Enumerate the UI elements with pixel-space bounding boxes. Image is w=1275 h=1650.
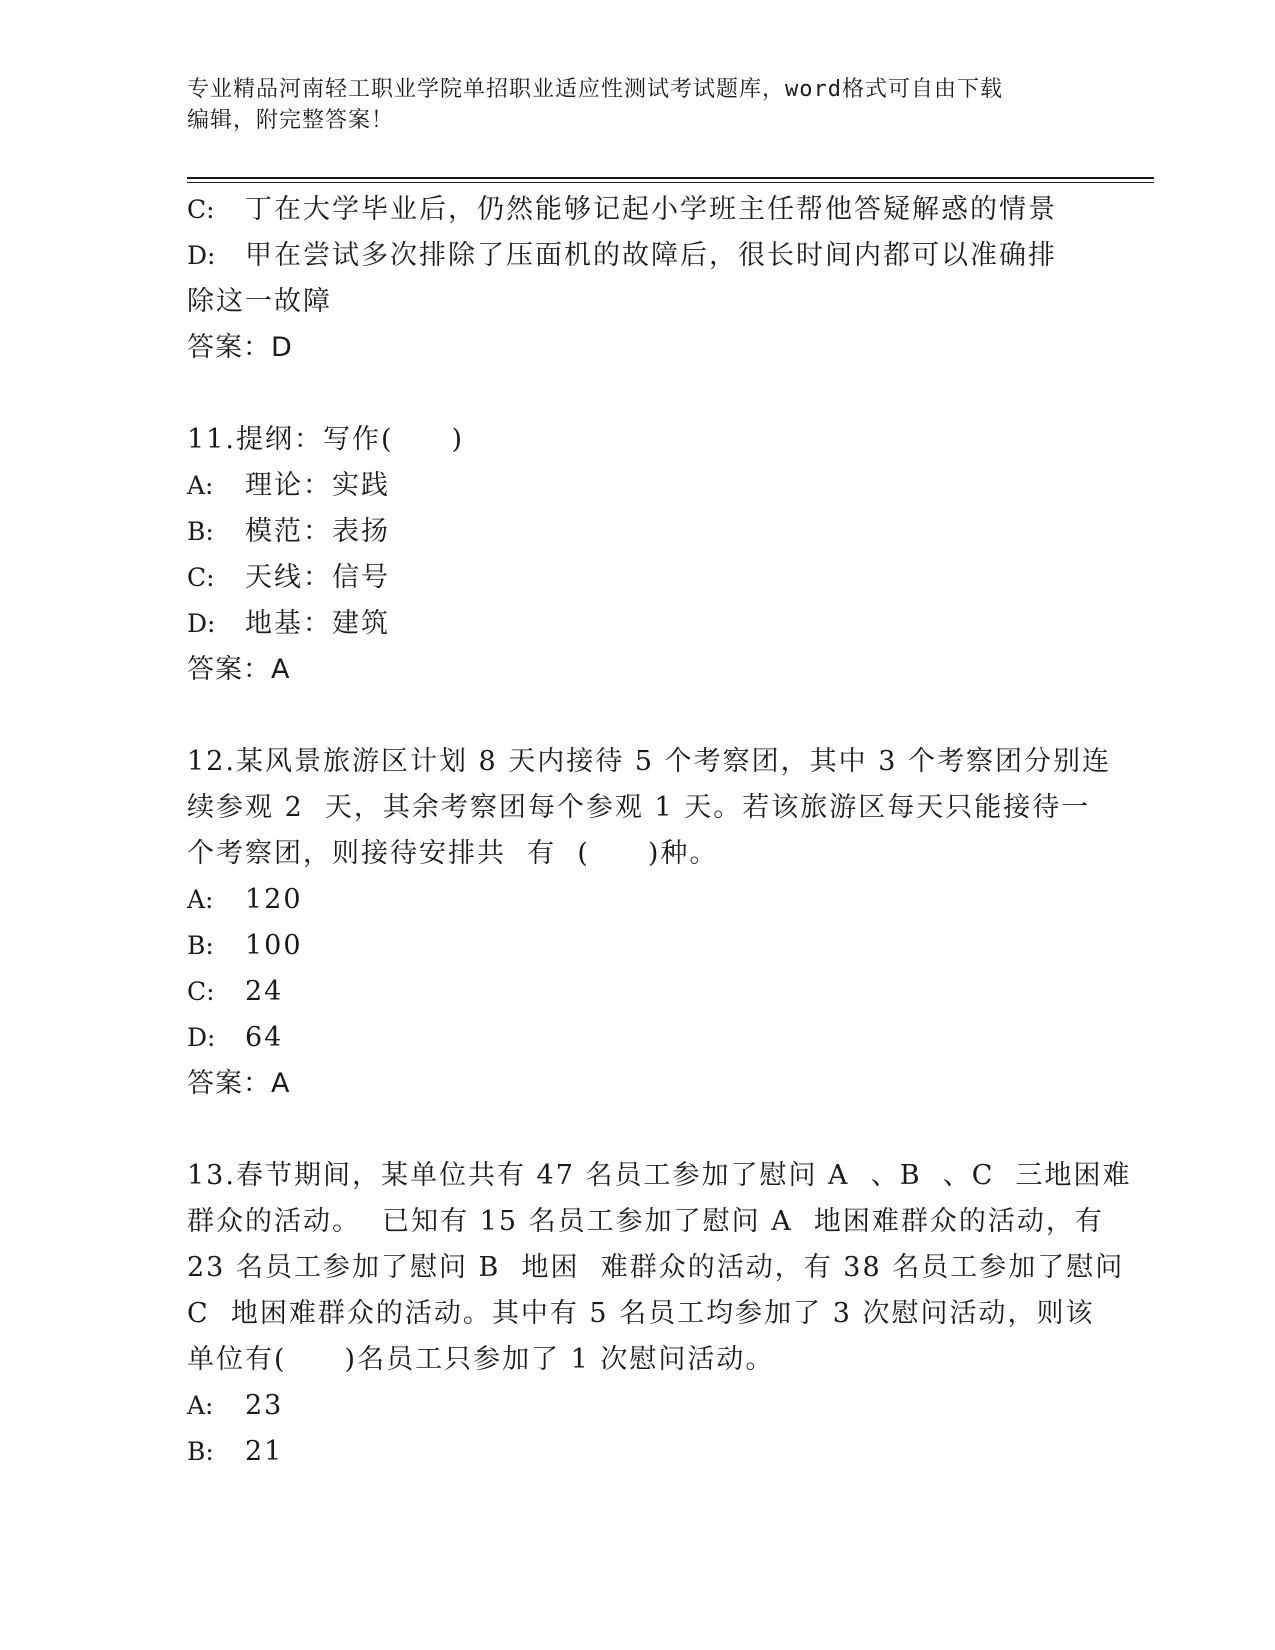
- spacer: [187, 1107, 1087, 1153]
- option-text: 120: [245, 884, 303, 915]
- option-d: [187, 233, 1087, 279]
- option-text: 64: [245, 1022, 284, 1053]
- option-text-continued: 除这一故障: [187, 286, 332, 317]
- question-stem: 23 名员工参加了慰问 B 地困 难群众的活动，有 38 名员工参加了慰问: [187, 1252, 1125, 1283]
- option-label: B:: [187, 931, 214, 960]
- option-label: B:: [187, 1437, 214, 1466]
- option-c: [187, 187, 1087, 233]
- option-b: [187, 923, 1087, 969]
- question-stem: C 地困难群众的活动。其中有 5 名员工均参加了 3 次慰问活动，则该: [187, 1298, 1095, 1329]
- option-text: 理论：实践: [245, 470, 390, 501]
- option-b: [187, 509, 1087, 555]
- option-a: [187, 463, 1087, 509]
- option-text: 模范：表扬: [245, 516, 390, 547]
- option-text: 甲在尝试多次排除了压面机的故障后，很长时间内都可以准确排: [245, 240, 1057, 271]
- option-label: D:: [187, 1023, 216, 1052]
- option-text: 地基：建筑: [245, 608, 390, 639]
- option-text: 丁在大学毕业后，仍然能够记起小学班主任帮他答疑解惑的情景: [245, 194, 1057, 225]
- option-c: [187, 555, 1087, 601]
- option-label: C:: [187, 563, 215, 592]
- option-text: 23: [245, 1390, 284, 1421]
- answer: 答案：A: [187, 654, 291, 685]
- question-stem: 个考察团，则接待安排共 有 ( )种。: [187, 838, 719, 869]
- option-label: A:: [187, 885, 214, 914]
- question-stem: 单位有( )名员工只参加了 1 次慰问活动。: [187, 1344, 775, 1375]
- option-label: A:: [187, 1391, 214, 1420]
- answer: 答案：D: [187, 332, 293, 363]
- option-a: [187, 877, 1087, 923]
- option-text: 24: [245, 976, 284, 1007]
- option-label: B:: [187, 517, 214, 546]
- option-a: [187, 1383, 1087, 1429]
- question-13: [187, 1153, 1132, 1475]
- question-stem: 12.某风景旅游区计划 8 天内接待 5 个考察团，其中 3 个考察团分别连: [187, 746, 1111, 777]
- question-stem: 群众的活动。 已知有 15 名员工参加了慰问 A 地困难群众的活动，有: [187, 1206, 1104, 1237]
- spacer: [187, 371, 1087, 417]
- document-header: [187, 74, 1087, 136]
- option-label: A:: [187, 471, 214, 500]
- option-label: D:: [187, 241, 216, 270]
- header-line: 专业精品河南轻工职业学院单招职业适应性测试考试题库，word格式可自由下载: [187, 77, 1003, 102]
- answer: 答案：A: [187, 1068, 291, 1099]
- option-text: 天线：信号: [245, 562, 390, 593]
- question-11: [187, 417, 1087, 693]
- option-d: [187, 1015, 1087, 1061]
- option-label: D:: [187, 609, 216, 638]
- option-text: 21: [245, 1436, 284, 1467]
- header-line: 编辑，附完整答案！: [187, 108, 395, 133]
- option-label: C:: [187, 977, 215, 1006]
- option-label: C:: [187, 195, 215, 224]
- question-list: [187, 187, 1132, 1475]
- question-10: [187, 187, 1087, 371]
- option-text: 100: [245, 930, 303, 961]
- option-c: [187, 969, 1087, 1015]
- header-divider-thin: [187, 182, 1154, 183]
- header-divider: [187, 177, 1154, 179]
- option-b: [187, 1429, 1087, 1475]
- question-12: [187, 739, 1111, 1107]
- question-stem: 续参观 2 天，其余考察团每个参观 1 天。若该旅游区每天只能接待一: [187, 792, 1091, 823]
- option-d: [187, 601, 1087, 647]
- question-stem: 13.春节期间，某单位共有 47 名员工参加了慰问 A 、B 、C 三地困难: [187, 1160, 1132, 1191]
- spacer: [187, 693, 1087, 739]
- question-stem: 11.提纲：写作( ): [187, 424, 465, 455]
